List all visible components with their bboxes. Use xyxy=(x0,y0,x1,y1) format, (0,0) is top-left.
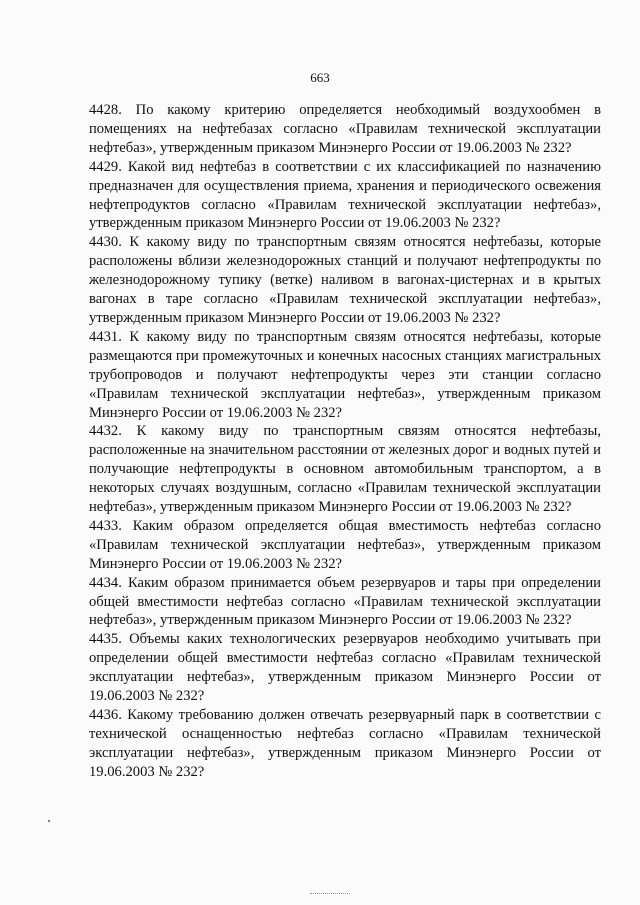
question-list xyxy=(89,101,601,782)
scan-edge-mark xyxy=(310,893,350,895)
question-4433: 4433. Каким образом определяется общая вместимость нефтебаз согласно «Правилам технической эксплуатации нефтебаз», утвержденным приказом Минэнерго России от 19.06.2003 № 232? xyxy=(89,517,601,572)
question-4431: 4431. К какому виду по транспортным связям относятся нефтебазы, которые размещаются при промежуточных и конечных насосных станциях магистральных трубопроводов и получают нефтепродукты через эти станции согласно «Правилам технической эксплуатации нефтебаз», утвержденным приказом Минэнерго России от 19.06.2003 № 232? xyxy=(89,328,601,421)
question-4434: 4434. Каким образом принимается объем резервуаров и тары при определении общей вместимости нефтебаз согласно «Правилам технической эксплуатации нефтебаз», утвержденным приказом Минэнерго России от 19.06.2003 № 232? xyxy=(89,574,601,629)
question-4428: 4428. По какому критерию определяется необходимый воздухообмен в помещениях на нефтебазах согласно «Правилам технической эксплуатации нефтебаз», утвержденным приказом Минэнерго России от 19.06.2003 № 232? xyxy=(89,102,601,156)
question-4435: 4435. Объемы каких технологических резервуаров необходимо учитывать при определении общей вместимости нефтебаз согласно «Правилам технической эксплуатации нефтебаз», утвержденным приказом Минэнерго России от 19.06.2003 № 232? xyxy=(89,631,601,705)
question-4432: 4432. К какому виду по транспортным связям относятся нефтебазы, расположенные на значительном расстоянии от железных дорог и водных путей и получающие нефтепродукты в основном автомобильным транспортом, а в некоторых случаях воздушным, согласно «Правилам технической эксплуатации нефтебаз», утвержденным приказом Минэнерго России от 19.06.2003 № 232? xyxy=(89,423,601,516)
question-4436: 4436. Какому требованию должен отвечать резервуарный парк в соответствии с технической оснащенностью нефтебаз согласно «Правилам технической эксплуатации нефтебаз», утвержденным приказом Минэнерго России от 19.06.2003 № 232? xyxy=(89,707,601,780)
question-4429: 4429. Какой вид нефтебаз в соответствии с их классификацией по назначению предназначен для осуществления приема, хранения и периодического освежения нефтепродуктов согласно «Правилам технической эксплуатации нефтебаз», утвержденным приказом Минэнерго России от 19.06.2003 № 232? xyxy=(89,158,601,232)
page-number: 663 xyxy=(310,70,330,85)
scan-speck xyxy=(48,820,50,822)
question-4430: 4430. К какому виду по транспортным связям относятся нефтебазы, которые расположены вблизи железнодорожных станций и получают нефтепродукты по железнодорожному тупику (ветке) наливом в вагонах-цистернах и в крытых вагонах в таре согласно «Правилам технической эксплуатации нефтебаз», утвержденным приказом Минэнерго России от 19.06.2003 № 232? xyxy=(89,234,601,326)
